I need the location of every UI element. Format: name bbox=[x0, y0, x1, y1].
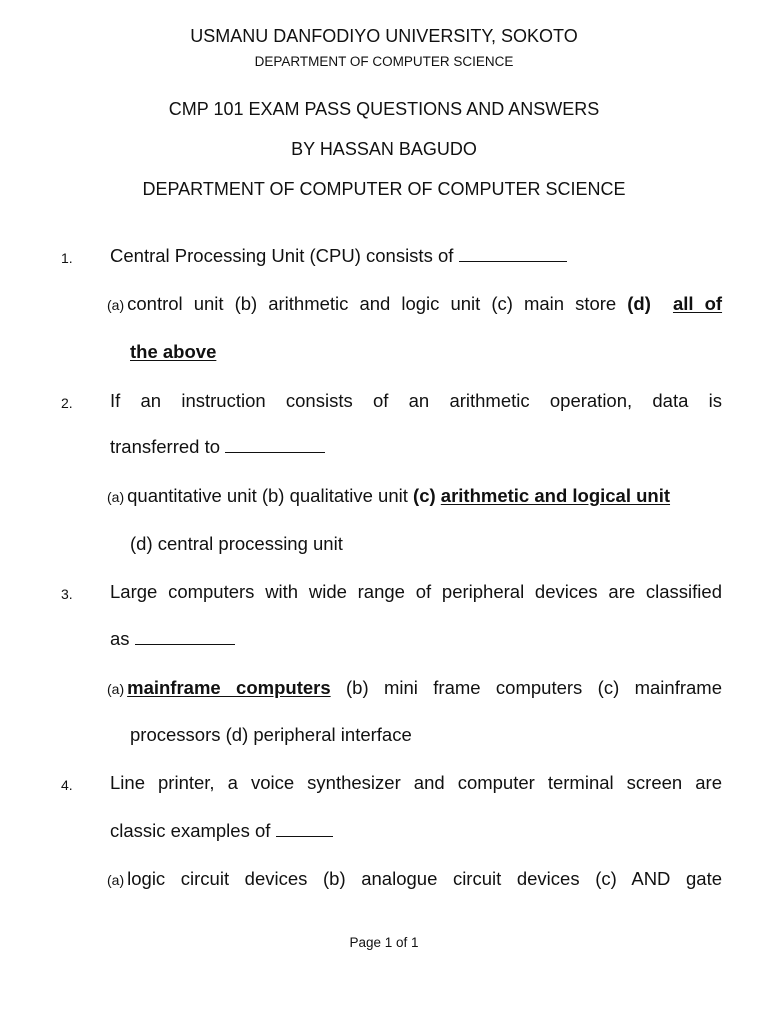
option-c: (c) main store bbox=[491, 293, 617, 314]
university-name: USMANU DANFODIYO UNIVERSITY, SOKOTO bbox=[190, 26, 578, 46]
option-b: (b) analogue circuit devices bbox=[323, 868, 580, 889]
option-b: (b) arithmetic and logic unit bbox=[234, 293, 481, 314]
option-d-continued: the above bbox=[130, 341, 217, 362]
answer-blank bbox=[225, 451, 325, 453]
page-number: Page 1 of 1 bbox=[349, 935, 419, 950]
document-subtitle: DEPARTMENT OF COMPUTER OF COMPUTER SCIENCE bbox=[142, 179, 626, 199]
answer-blank bbox=[459, 260, 567, 262]
option-a: (a) quantitative unit bbox=[107, 485, 257, 506]
answer-blank bbox=[276, 835, 333, 837]
option-a: (a) control unit bbox=[107, 293, 224, 314]
question-3-options bbox=[107, 676, 722, 701]
option-c-correct: (c) arithmetic and logical unit bbox=[413, 485, 671, 506]
document-author: BY HASSAN BAGUDO bbox=[291, 139, 477, 159]
department-name: DEPARTMENT OF COMPUTER SCIENCE bbox=[254, 54, 514, 69]
question-4-line-2: classic examples of bbox=[110, 819, 333, 843]
document-title: CMP 101 EXAM PASS QUESTIONS AND ANSWERS bbox=[168, 99, 600, 119]
question-1-number: 1. bbox=[61, 250, 73, 266]
option-c: (c) mainframe bbox=[597, 677, 722, 698]
question-4-number: 4. bbox=[61, 777, 73, 793]
option-a: (a) logic circuit devices bbox=[107, 868, 308, 889]
option-d: (d) central processing unit bbox=[130, 533, 343, 554]
question-2-line-1: If an instruction consists of an arithmetic operation, data is bbox=[110, 390, 722, 411]
question-1-text bbox=[110, 244, 567, 268]
option-a-correct: mainframe computers bbox=[127, 677, 331, 698]
option-a: (a) mainframe computers bbox=[107, 677, 331, 698]
question-1-options bbox=[107, 292, 722, 317]
option-c: (c) AND gate bbox=[595, 868, 723, 889]
option-b: (b) qualitative unit bbox=[261, 485, 408, 506]
question-3-line-2: as bbox=[110, 627, 235, 651]
question-3-number: 3. bbox=[61, 586, 73, 602]
question-4-options bbox=[107, 867, 722, 892]
question-2-number: 2. bbox=[61, 395, 73, 411]
question-2-line-2: transferred to bbox=[110, 435, 325, 459]
question-1-line-1: Central Processing Unit (CPU) consists of bbox=[110, 245, 454, 266]
question-4-line-1: Line printer, a voice synthesizer and computer terminal screen are bbox=[110, 772, 722, 793]
option-b: (b) mini frame computers bbox=[346, 677, 583, 698]
question-3-options-continued: processors (d) peripheral interface bbox=[130, 724, 412, 745]
answer-blank bbox=[135, 643, 235, 645]
option-d-correct: (d) all of bbox=[627, 293, 723, 314]
question-3-line-1: Large computers with wide range of peripheral devices are classified bbox=[110, 581, 722, 602]
question-2-options bbox=[107, 484, 670, 509]
option-d: (d) peripheral interface bbox=[225, 724, 412, 745]
